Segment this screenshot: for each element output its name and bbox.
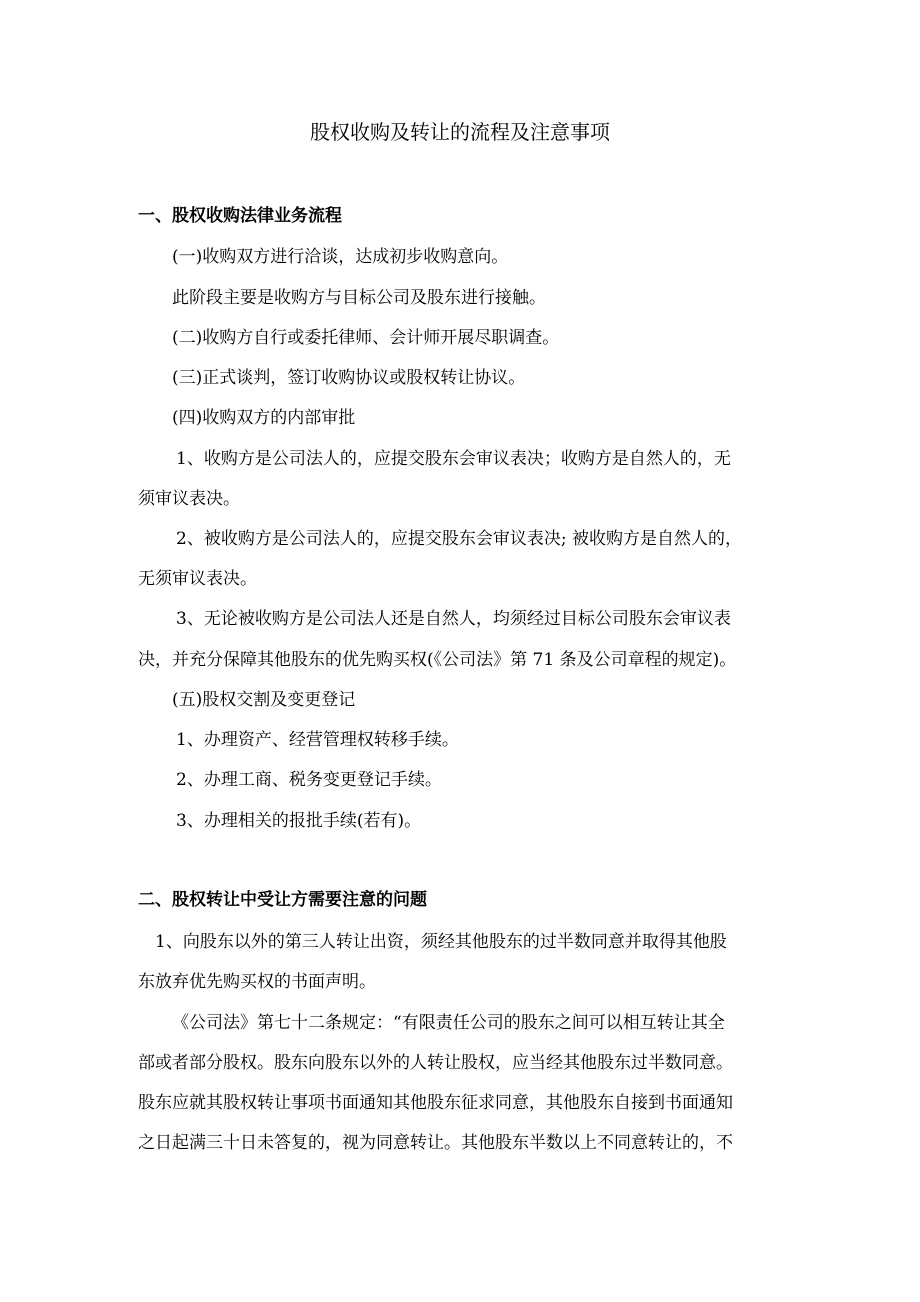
- section-2-line: 之日起满三十日未答复的，视为同意转让。其他股东半数以上不同意转让的，不: [138, 1133, 733, 1153]
- section-1-line: 2、被收购方是公司法人的，应提交股东会审议表决; 被收购方是自然人的，: [176, 529, 742, 549]
- section-1-line: (一)收购双方进行洽谈，达成初步收购意向。: [172, 247, 509, 267]
- section-1-line: 3、无论被收购方是公司法人还是自然人，均须经过目标公司股东会审议表: [176, 609, 731, 629]
- section-2-line: 东放弃优先购买权的书面声明。: [138, 972, 376, 992]
- section-1-line: 决，并充分保障其他股东的优先购买权(《公司法》第 71 条及公司章程的规定)。: [138, 650, 737, 670]
- section-1-line: 须审议表决。: [138, 489, 240, 509]
- section-1-line: 此阶段主要是收购方与目标公司及股东进行接触。: [172, 288, 546, 308]
- section-1-line: 1、收购方是公司法人的，应提交股东会审议表决；收购方是自然人的，无: [176, 449, 731, 469]
- document-title: 股权收购及转让的流程及注意事项: [310, 120, 610, 144]
- section-2-line: 1、向股东以外的第三人转让出资，须经其他股东的过半数同意并取得其他股: [155, 932, 727, 952]
- section-1-line: (五)股权交割及变更登记: [172, 690, 356, 710]
- section-1-heading: 一、股权收购法律业务流程: [138, 206, 342, 226]
- section-2-line: 《公司法》第七十二条规定：“有限责任公司的股东之间可以相互转让其全: [172, 1013, 725, 1033]
- section-2-heading: 二、股权转让中受让方需要注意的问题: [138, 890, 427, 910]
- section-2-line: 部或者部分股权。股东向股东以外的人转让股权，应当经其他股东过半数同意。: [138, 1053, 733, 1073]
- section-1-line: 无须审议表决。: [138, 569, 257, 589]
- section-1-line: (三)正式谈判，签订收购协议或股权转让协议。: [172, 368, 526, 388]
- section-1-line: 3、办理相关的报批手续(若有)。: [176, 811, 422, 831]
- section-1-line: (四)收购双方的内部审批: [172, 408, 356, 428]
- section-1-line: (二)收购方自行或委托律师、会计师开展尽职调查。: [172, 328, 560, 348]
- section-1-line: 2、办理工商、税务变更登记手续。: [176, 770, 442, 790]
- section-2-line: 股东应就其股权转让事项书面通知其他股东征求同意，其他股东自接到书面通知: [138, 1093, 733, 1113]
- section-1-line: 1、办理资产、经营管理权转移手续。: [176, 730, 459, 750]
